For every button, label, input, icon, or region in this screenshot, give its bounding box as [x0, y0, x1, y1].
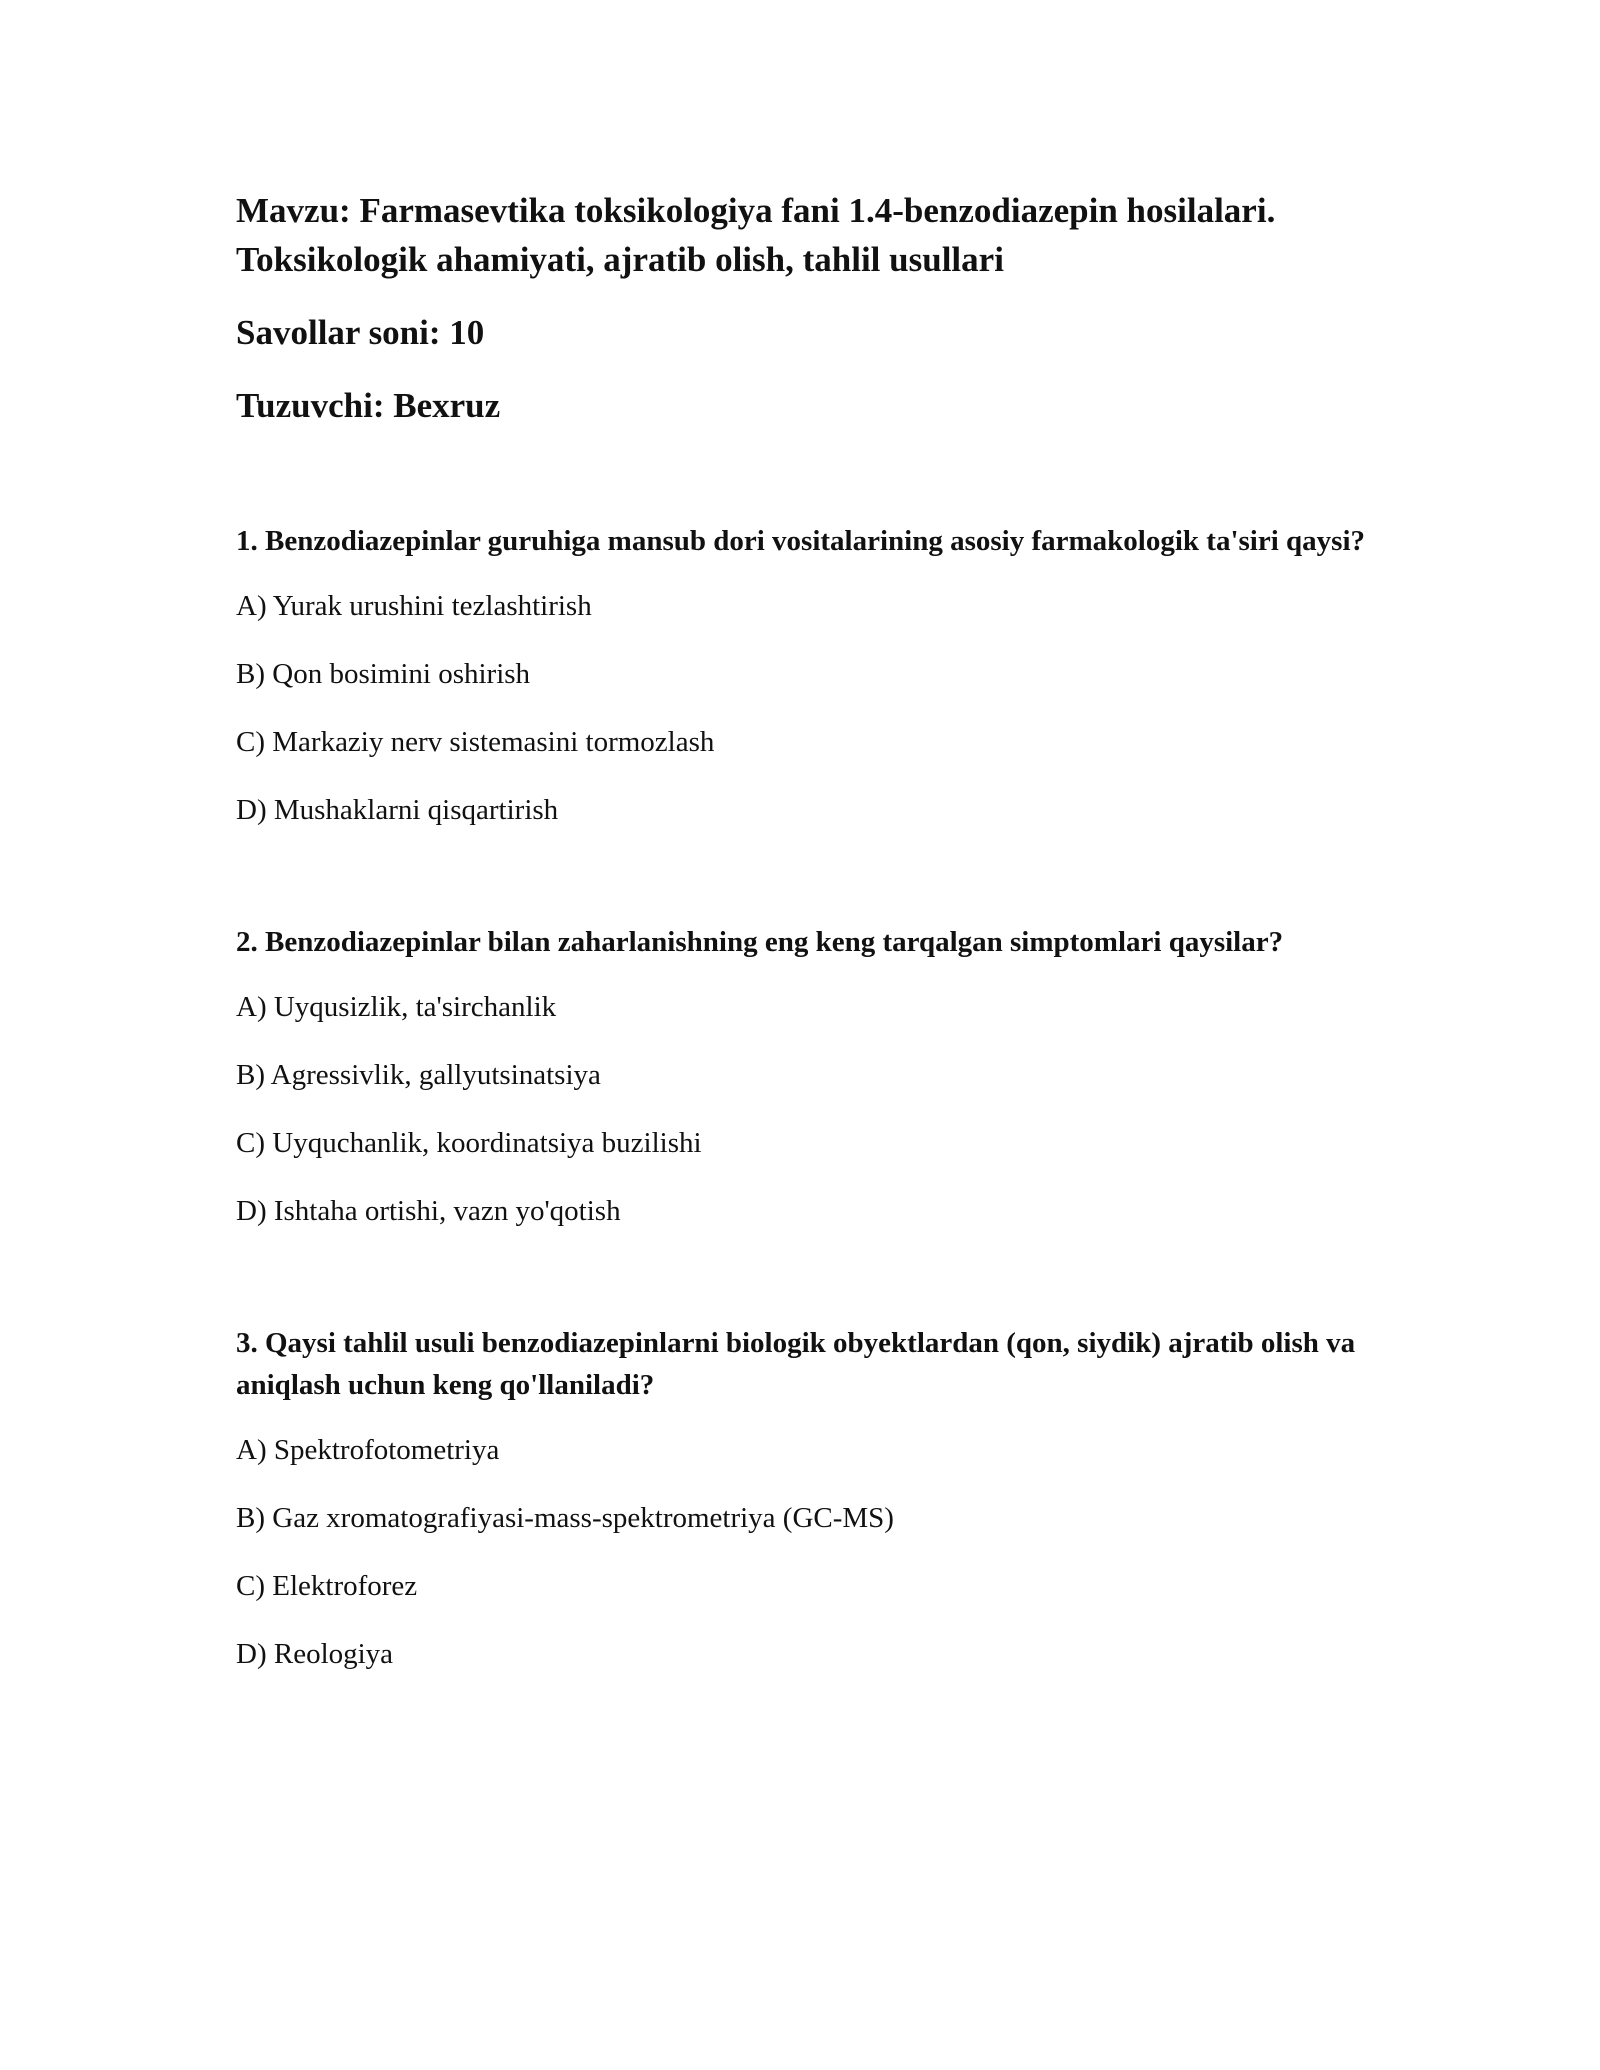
option-a: A) Spektrofotometriya: [236, 1434, 500, 1466]
question-3: [236, 1322, 1406, 1675]
question-text: 1. Benzodiazepinlar guruhiga mansub dori vositalarining asosiy farmakologik ta'siri qaysi?: [236, 525, 1366, 557]
option-c: C) Markaziy nerv sistemasini tormozlash: [236, 726, 715, 758]
option-a: A) Uyqusizlik, ta'sirchanlik: [236, 991, 557, 1023]
document-page: [236, 186, 1406, 1765]
option-b: B) Qon bosimini oshirish: [236, 658, 531, 690]
question-1: [236, 520, 1406, 831]
option-d: D) Ishtaha ortishi, vazn yo'qotish: [236, 1195, 621, 1227]
option-c: C) Uyquchanlik, koordinatsiya buzilishi: [236, 1127, 702, 1159]
document-author: Tuzuvchi: Bexruz: [236, 386, 501, 425]
option-a: A) Yurak urushini tezlashtirish: [236, 590, 592, 622]
document-title: Mavzu: Farmasevtika toksikologiya fani 1.4-benzodiazepin hosilalari. Toksikologik ahamiyati, ajratib olish, tahlil usullari: [236, 191, 1276, 279]
question-2: [236, 921, 1406, 1232]
option-b: B) Gaz xromatografiyasi-mass-spektrometriya (GC-MS): [236, 1502, 894, 1534]
question-text: 2. Benzodiazepinlar bilan zaharlanishning eng keng tarqalgan simptomlari qaysilar?: [236, 926, 1284, 958]
option-d: D) Reologiya: [236, 1638, 394, 1670]
option-d: D) Mushaklarni qisqartirish: [236, 794, 559, 826]
question-count: Savollar soni: 10: [236, 313, 485, 352]
option-c: C) Elektroforez: [236, 1570, 418, 1602]
option-b: B) Agressivlik, gallyutsinatsiya: [236, 1059, 601, 1091]
question-text: 3. Qaysi tahlil usuli benzodiazepinlarni biologik obyektlardan (qon, siydik) ajratib olish va aniqlash uchun keng qo'llaniladi?: [236, 1327, 1356, 1401]
